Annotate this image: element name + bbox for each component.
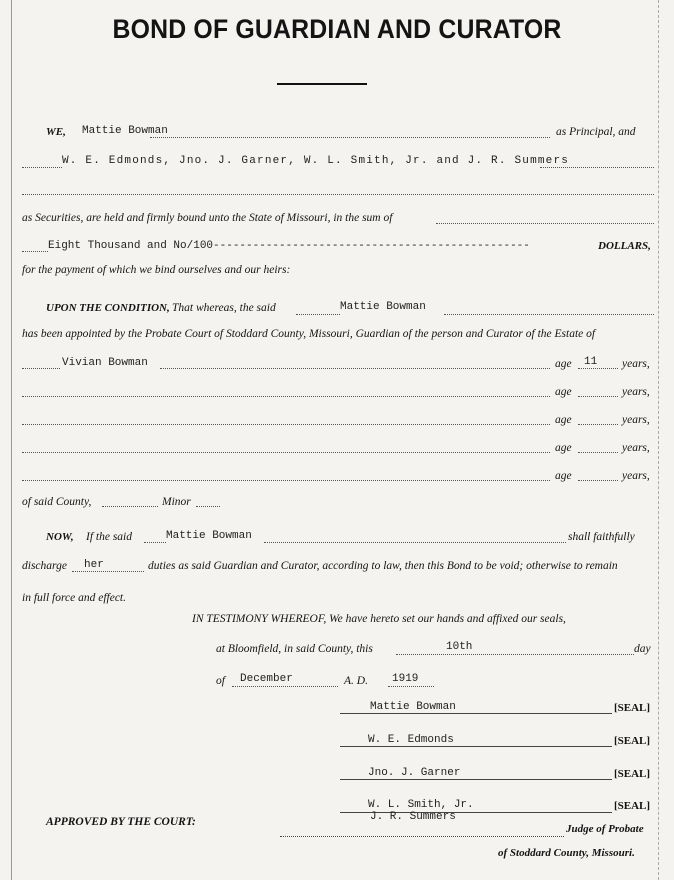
month-of: of bbox=[216, 675, 225, 687]
payment-text: for the payment of which we bind ourselves and our heirs: bbox=[22, 264, 291, 276]
securities-dots-right bbox=[540, 167, 654, 168]
seal-4: [SEAL] bbox=[614, 800, 651, 812]
age-dots-2 bbox=[578, 396, 618, 397]
minor-name: Vivian Bowman bbox=[62, 357, 148, 369]
judge-line bbox=[280, 836, 564, 837]
signature-1: Mattie Bowman bbox=[370, 701, 456, 713]
year-dots bbox=[388, 686, 434, 687]
signature-3: Jno. J. Garner bbox=[368, 767, 461, 779]
seal-2: [SEAL] bbox=[614, 735, 651, 747]
age-dots-5 bbox=[578, 480, 618, 481]
now-name: Mattie Bowman bbox=[166, 530, 252, 542]
day-value: 10th bbox=[446, 641, 473, 653]
securities-dots-left bbox=[22, 167, 62, 168]
signature-line-2 bbox=[340, 746, 612, 747]
discharge-pronoun: her bbox=[84, 559, 104, 571]
condition-lead: UPON THE CONDITION, bbox=[46, 302, 170, 314]
appointed-text: has been appointed by the Probate Court of Stoddard County, Missouri, Guardian of the person and Curator of the Estate of bbox=[22, 328, 596, 340]
judge-label: Judge of Probate bbox=[566, 823, 644, 835]
signature-line-3 bbox=[340, 779, 612, 780]
year-value: 1919 bbox=[392, 673, 419, 685]
title-rule bbox=[277, 83, 367, 85]
signature-line-1 bbox=[340, 713, 612, 714]
signature-summers: J. R. Summers bbox=[370, 811, 456, 823]
now-text: If the said bbox=[86, 531, 132, 543]
age-dots-1 bbox=[578, 368, 618, 369]
minor-row-3-dots bbox=[22, 424, 550, 425]
principal-suffix: as Principal, and bbox=[556, 126, 636, 138]
years-label-4: years, bbox=[622, 442, 650, 454]
minor-row-4-dots bbox=[22, 452, 550, 453]
document-title: BOND OF GUARDIAN AND CURATOR bbox=[112, 14, 562, 44]
of-said-county: of said County, bbox=[22, 496, 92, 508]
minor-row-5-dots bbox=[22, 480, 550, 481]
now-dots-a bbox=[144, 542, 166, 543]
years-label-1: years, bbox=[622, 358, 650, 370]
county-dots bbox=[102, 506, 158, 507]
amount: Eight Thousand and No/100------------------------------------------------ bbox=[48, 240, 530, 252]
sum-dots bbox=[436, 223, 654, 224]
age-label-1: age bbox=[555, 358, 572, 370]
principal-name: Mattie Bowman bbox=[82, 125, 168, 137]
page-edge-left bbox=[11, 0, 12, 880]
minor-dots-b bbox=[160, 368, 550, 369]
full-force: in full force and effect. bbox=[22, 592, 127, 604]
securities-text: as Securities, are held and firmly bound unto the State of Missouri, in the sum of bbox=[22, 212, 393, 224]
age-label-5: age bbox=[555, 470, 572, 482]
now-dots-b bbox=[264, 542, 566, 543]
minor-age: 11 bbox=[584, 356, 598, 368]
signature-4: W. L. Smith, Jr. bbox=[368, 799, 474, 811]
condition-dots-b bbox=[444, 314, 654, 315]
month-value: December bbox=[240, 673, 293, 685]
discharge-text: duties as said Guardian and Curator, according to law, then this Bond to be void; otherwise to remain bbox=[148, 560, 618, 572]
judge-county: of Stoddard County, Missouri. bbox=[498, 847, 635, 859]
years-label-2: years, bbox=[622, 386, 650, 398]
minor-dots-a bbox=[22, 368, 60, 369]
discharge-dots bbox=[72, 571, 144, 572]
month-dots bbox=[232, 686, 338, 687]
day-dots bbox=[396, 654, 634, 655]
condition-dots-a bbox=[296, 314, 340, 315]
day-label: day bbox=[634, 643, 651, 655]
condition-name: Mattie Bowman bbox=[340, 301, 426, 313]
minor-label: Minor bbox=[162, 496, 191, 508]
age-dots-3 bbox=[578, 424, 618, 425]
seal-3: [SEAL] bbox=[614, 768, 651, 780]
bloomfield-text: at Bloomfield, in said County, this bbox=[216, 643, 373, 655]
age-dots-4 bbox=[578, 452, 618, 453]
signature-2: W. E. Edmonds bbox=[368, 734, 454, 746]
approved-label: APPROVED BY THE COURT: bbox=[46, 816, 196, 828]
now-suffix: shall faithfully bbox=[568, 531, 635, 543]
page-edge-right bbox=[658, 0, 659, 880]
testimony-text: IN TESTIMONY WHEREOF, We have hereto set our hands and affixed our seals, bbox=[192, 613, 566, 625]
seal-1: [SEAL] bbox=[614, 702, 651, 714]
amount-dots bbox=[22, 251, 48, 252]
years-label-3: years, bbox=[622, 414, 650, 426]
age-label-4: age bbox=[555, 442, 572, 454]
minor-label-dots bbox=[196, 506, 220, 507]
we-label: WE, bbox=[46, 126, 66, 138]
ad-label: A. D. bbox=[344, 675, 368, 687]
now-lead: NOW, bbox=[46, 531, 74, 543]
dollars-label: DOLLARS, bbox=[598, 240, 651, 252]
age-label-2: age bbox=[555, 386, 572, 398]
condition-text: That whereas, the said bbox=[172, 302, 276, 314]
discharge-lead: discharge bbox=[22, 560, 67, 572]
securities-dots-2 bbox=[22, 194, 654, 195]
years-label-5: years, bbox=[622, 470, 650, 482]
age-label-3: age bbox=[555, 414, 572, 426]
securities-names: W. E. Edmonds, Jno. J. Garner, W. L. Smith, Jr. and J. R. Summers bbox=[62, 155, 570, 167]
principal-dots bbox=[150, 137, 550, 138]
minor-row-2-dots bbox=[22, 396, 550, 397]
